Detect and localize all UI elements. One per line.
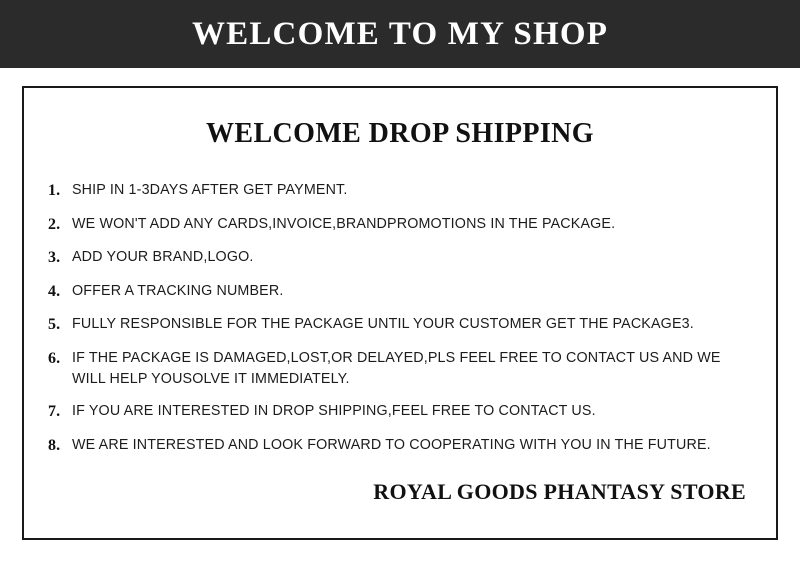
list-item — [48, 314, 748, 336]
list-item-number: 2. — [48, 215, 61, 233]
banner-title: WELCOME TO MY SHOP — [191, 15, 609, 52]
card-title: WELCOME DROP SHIPPING — [206, 118, 594, 149]
list-item — [48, 247, 748, 269]
terms-list — [24, 180, 776, 457]
drop-shipping-card — [22, 86, 778, 540]
list-item-number: 5. — [48, 316, 61, 334]
list-item-text: WE ARE INTERESTED AND LOOK FORWARD TO COOPERATING WITH YOU IN THE FUTURE. — [72, 437, 711, 453]
list-item — [48, 348, 748, 389]
list-item-number: 7. — [48, 403, 61, 421]
list-item-text: ADD YOUR BRAND,LOGO. — [72, 249, 254, 266]
list-item-number: 3. — [48, 249, 61, 267]
list-item-text: WE WON'T ADD ANY CARDS,INVOICE,BRANDPROMOTIONS IN THE PACKAGE. — [72, 215, 616, 232]
list-item-number: 8. — [48, 437, 61, 454]
list-item-text: SHIP IN 1-3DAYS AFTER GET PAYMENT. — [72, 182, 348, 198]
list-item-text: FULLY RESPONSIBLE FOR THE PACKAGE UNTIL YOUR CUSTOMER GET THE PACKAGE3. — [72, 316, 694, 333]
list-item-text: OFFER A TRACKING NUMBER. — [72, 282, 284, 299]
list-item — [48, 214, 748, 236]
welcome-banner — [0, 0, 800, 68]
list-item-number: 1. — [48, 182, 61, 199]
store-name: ROYAL GOODS PHANTASY STORE — [373, 478, 746, 504]
list-item — [48, 435, 748, 457]
list-item-text: IF YOU ARE INTERESTED IN DROP SHIPPING,FEEL FREE TO CONTACT US. — [72, 403, 596, 420]
list-item — [48, 180, 748, 202]
list-item-text: IF THE PACKAGE IS DAMAGED,LOST,OR DELAYED,PLS FEEL FREE TO CONTACT US AND WE WILL HELP YOUSOLVE IT IMMEDIATELY. — [72, 349, 721, 387]
list-item-number: 6. — [48, 349, 61, 367]
list-item-number: 4. — [48, 282, 61, 300]
list-item — [48, 281, 748, 303]
list-item — [48, 401, 748, 423]
